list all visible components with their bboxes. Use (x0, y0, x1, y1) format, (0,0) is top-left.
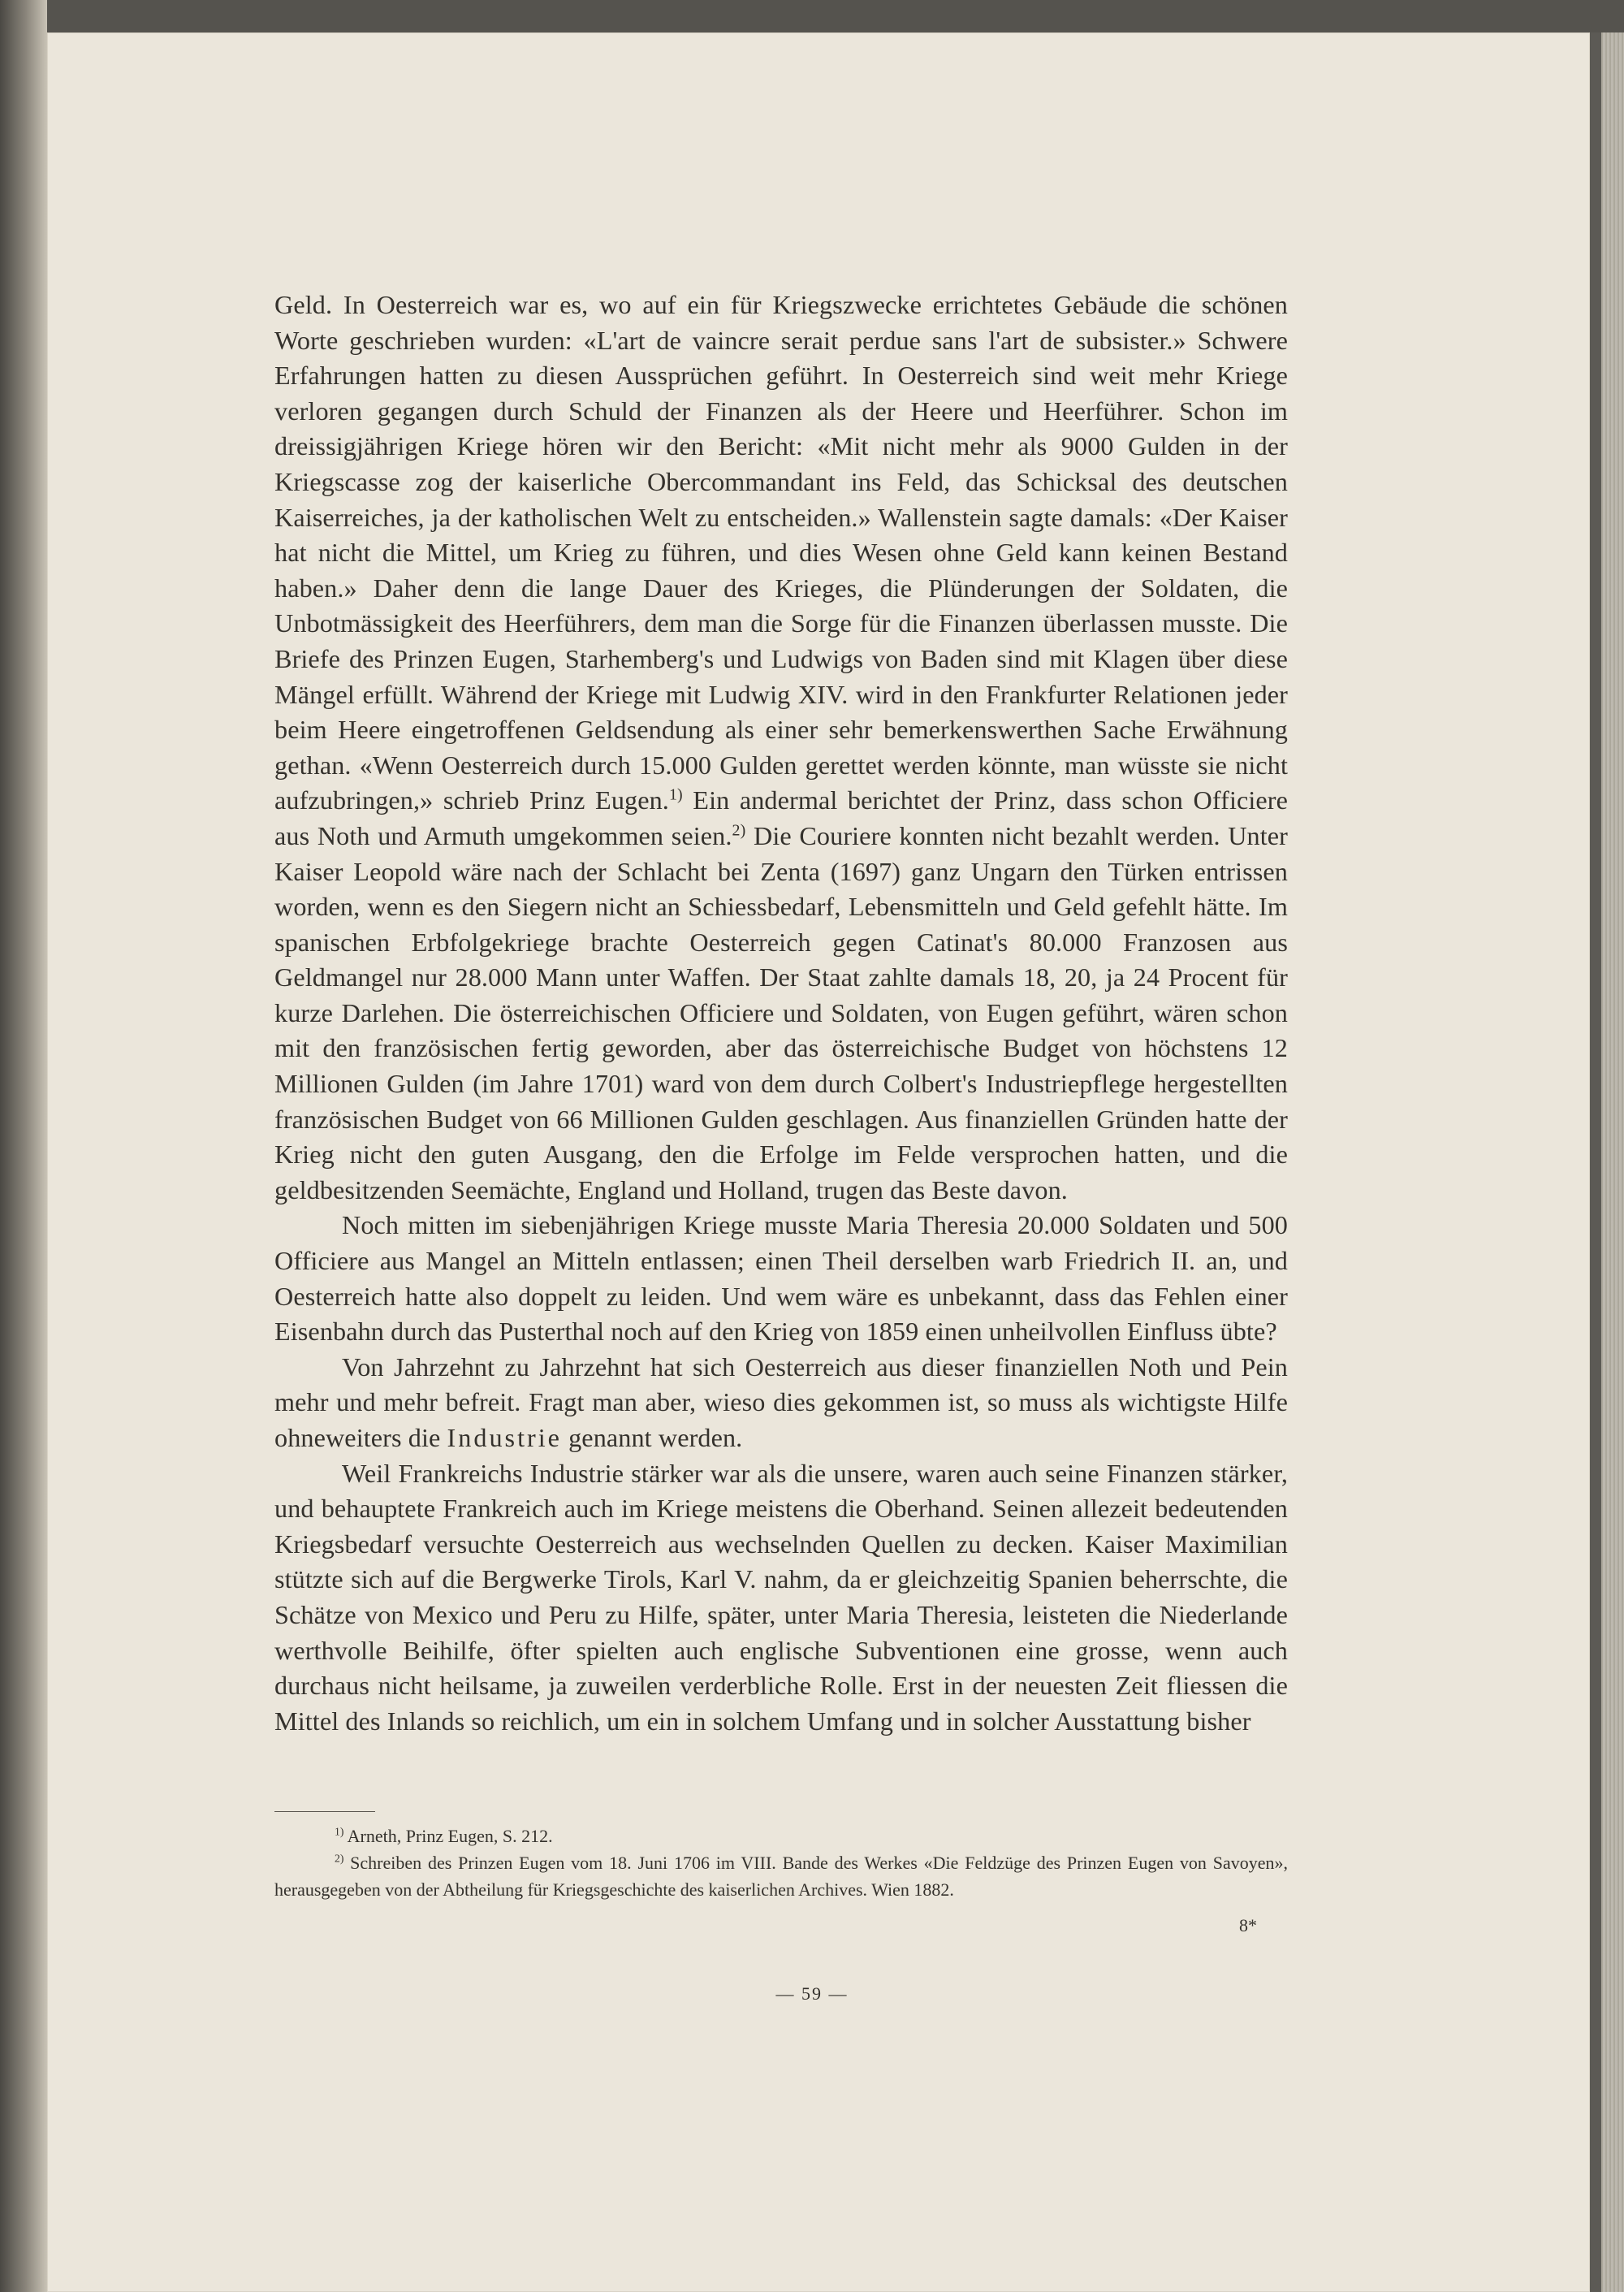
body-text (274, 288, 1288, 1739)
footnote-text: Schreiben des Prinzen Eugen vom 18. Juni 1706 im VIII. Bande des Werkes «Die Feldzüge des Prinzen Eugen von Savoyen», herausgegeben von der Abtheilung für Kriegsgeschichte des kaiserlichen Archives. Wien 1882. (274, 1853, 1288, 1900)
printer-signature-mark: 8* (1239, 1915, 1257, 1935)
text-run: Die Couriere konnten nicht bezahlt werden. Unter Kaiser Leopold wäre nach der Schlacht bei Zenta (1697) ganz Ungarn den Türken entrissen worden, wenn es den Siegern nicht an Schiessbedarf, Lebensmitteln und Geld gefehlt hätte. Im spanischen Erbfolgekriege brachte Oesterreich gegen Catinat's 80.000 Franzosen aus Geldmangel nur 28.000 Mann unter Waffen. Der Staat zahlte damals 18, 20, ja 24 Procent für kurze Darlehen. Die österreichischen Officiere und Soldaten, von Eugen geführt, wären schon mit den französischen fertig geworden, aber das österreichische Budget von höchstens 12 Millionen Gulden (im Jahre 1701) ward von dem durch Colbert's Industriepflege hergestellten französischen Budget von 66 Millionen Gulden geschlagen. Aus finanziellen Gründen hatte der Krieg nicht den guten Ausgang, den die Erfolge im Felde versprochen hatten, und die geldbesitzenden Seemächte, England und Holland, trugen das Beste davon. (274, 820, 1288, 1204)
text-run: Von Jahrzehnt zu Jahrzehnt hat sich Oesterreich aus dieser finanziellen Noth und Pein mehr und mehr befreit. Fragt man aber, wieso dies gekommen ist, so muss als wichtigste Hilfe ohneweiters die (274, 1351, 1288, 1452)
footnote (274, 1849, 1288, 1903)
footnote (274, 1823, 1288, 1849)
scan-background (0, 0, 1624, 32)
text-run: Noch mitten im siebenjährigen Kriege musste Maria Theresia 20.000 Soldaten und 500 Officiere aus Mangel an Mitteln entlassen; einen Theil derselben warb Friedrich II. an, und Oesterreich hatte also doppelt zu leiden. Und wem wäre es unbekannt, dass das Fehlen einer Eisenbahn durch das Pusterthal noch auf den Krieg von 1859 einen unheilvollen Einfluss übte? (274, 1210, 1288, 1347)
text-run: Geld. In Oesterreich war es, wo auf ein für Kriegszwecke errichtetes Gebäude die schönen Worte geschrieben wurden: «L'art de vaincre serait perdue sans l'art de subsister.» Schwere Erfahrungen hatten zu diesen Aussprüchen geführt. In Oesterreich sind weit mehr Kriege verloren gegangen durch Schuld der Finanzen als der Heere und Heerführer. Schon im dreissigjährigen Kriege hören wir den Bericht: «Mit nicht mehr als 9000 Gulden in der Kriegscasse zog der kaiserliche Obercommandant ins Feld, das Schicksal des deutschen Kaiserreiches, ja der katholischen Welt zu entscheiden.» Wallenstein sagte damals: «Der Kaiser hat nicht die Mittel, um Krieg zu führen, und dies Wesen ohne Geld kann keinen Bestand haben.» Daher denn die lange Dauer des Krieges, die Plünderungen der Soldaten, die Unbotmässigkeit des Heerführers, dem man die Sorge für die Finanzen überlassen musste. Die Briefe des Prinzen Eugen, Starhemberg's und Ludwigs von Baden sind mit Klagen über diese Mängel erfüllt. Während der Kriege mit Ludwig XIV. wird in den Frankfurter Relationen jeder beim Heere eingetroffenen Geldsendung als einer sehr bemerkenswerthen Sache Erwähnung gethan. «Wenn Oesterreich durch 15.000 Gulden gerettet werden könnte, man wüsste sie nicht aufzubringen,» schrieb Prinz Eugen. (274, 290, 1288, 815)
footnote-reference: 1) (668, 785, 683, 804)
footnote-mark: 1) (335, 1825, 344, 1838)
footnote-divider (274, 1811, 375, 1812)
book-gutter (0, 0, 47, 2292)
text-run: Weil Frankreichs Industrie stärker war als die unsere, waren auch seine Finanzen stärker, und behauptete Frankreich auch im Kriege meistens die Oberhand. Seinen allezeit bedeutenden Kriegsbedarf versuchte Oesterreich aus wechselnden Quellen zu decken. Kaiser Maximilian stützte sich auf die Bergwerke Tirols, Karl V. nahm, da er gleichzeitig Spanien beherrschte, die Schätze von Mexico und Peru zu Hilfe, später, unter Maria Theresia, leisteten die Niederlande werthvolle Beihilfe, öfter spielten auch englische Subventionen eine grosse, wenn auch durchaus nicht heilsame, ja zuweilen verderbliche Rolle. Erst in der neuesten Zeit fliessen die Mittel des Inlands so reichlich, um ein in solchem Umfang und in solcher Ausstattung bisher (274, 1458, 1288, 1736)
text-run: genannt werden. (561, 1423, 743, 1452)
footnote-reference: 2) (732, 821, 746, 840)
footnotes (274, 1823, 1288, 1903)
paragraph (274, 1456, 1288, 1740)
footnote-mark: 2) (335, 1852, 344, 1865)
paragraph (274, 1208, 1288, 1349)
paragraph (274, 288, 1288, 1208)
emphasized-text: Industrie (447, 1423, 562, 1452)
page-number: — 59 — (775, 1983, 849, 2004)
footnote-text: Arneth, Prinz Eugen, S. 212. (343, 1826, 553, 1846)
paragraph (274, 1350, 1288, 1456)
page-edge-stack (1601, 32, 1624, 2292)
text-run: Ein andermal berichtet der Prinz, dass schon Officiere aus Noth und Armuth umgekommen seien. (274, 785, 1289, 850)
